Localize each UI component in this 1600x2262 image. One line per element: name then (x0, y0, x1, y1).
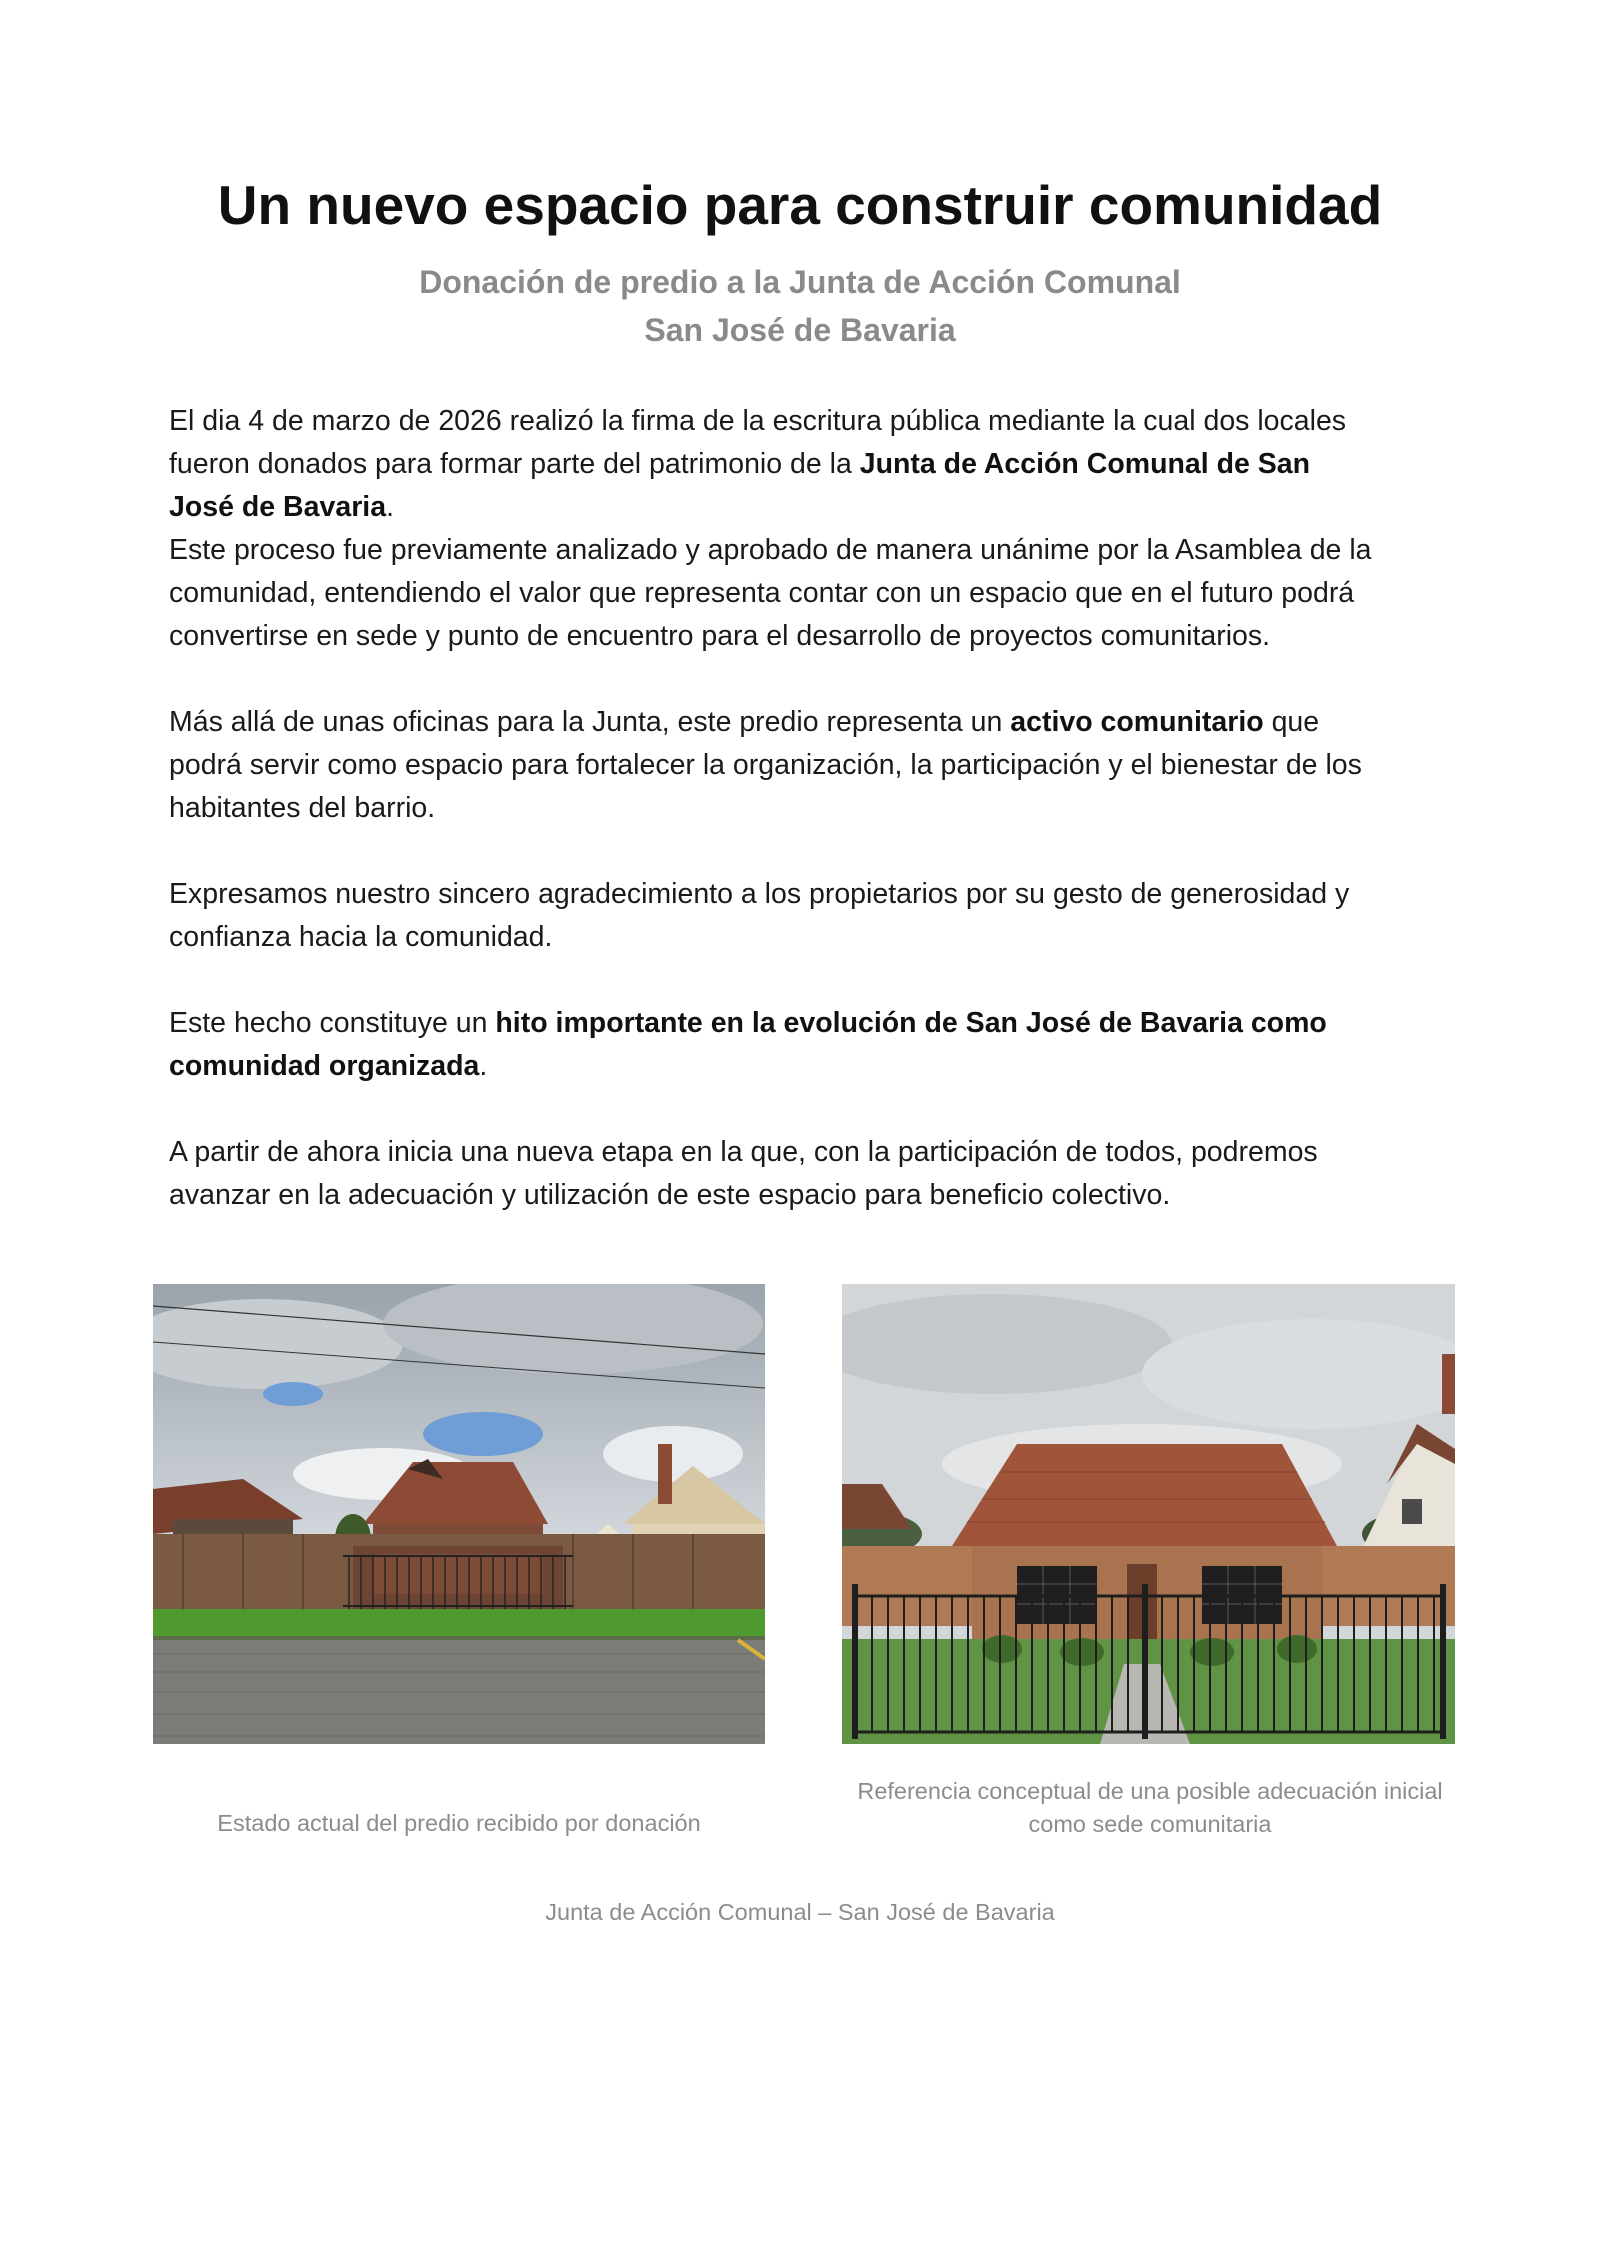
caption-right-line-2: como sede comunitaria (1028, 1811, 1272, 1837)
photo-conceptual-renovation-illustration (842, 1284, 1455, 1744)
subtitle-line-1: Donación de predio a la Junta de Acción Comunal (419, 264, 1181, 300)
paragraph-community-asset: Más allá de unas oficinas para la Junta, este predio representa un activo comunitario que podrá servir como espacio para fortalecer la organización, la participación y el bienestar de los habitantes del barrio. (169, 706, 1362, 824)
paragraph-new-stage: A partir de ahora inicia una nueva etapa en la que, con la participación de todos, podremos avanzar en la adecuación y utilización de este espacio para beneficio colectivo. (169, 1136, 1318, 1211)
document-subtitle (0, 258, 1600, 354)
paragraph-donation-signing: El dia 4 de marzo de 2026 realizó la firma de la escritura pública mediante la cual dos locales fueron donados para formar parte del patrimonio de la Junta de Acción Comunal de San José de Bavaria. (169, 405, 1347, 523)
caption-conceptual-renovation (820, 1775, 1480, 1841)
document-body (169, 400, 1439, 1217)
paragraph-gratitude: Expresamos nuestro sincero agradecimiento a los propietarios por su gesto de generosidad y confianza hacia la comunidad. (169, 878, 1350, 953)
subtitle-line-2: San José de Bavaria (644, 312, 956, 348)
photo-current-property-illustration (153, 1284, 765, 1744)
caption-right-line-1: Referencia conceptual de una posible adecuación inicial (857, 1778, 1443, 1804)
document-title: Un nuevo espacio para construir comunidad (217, 174, 1383, 236)
paragraph-milestone: Este hecho constituye un hito importante en la evolución de San José de Bavaria como comunidad organizada. (169, 1007, 1327, 1082)
document-footer: Junta de Acción Comunal – San José de Bavaria (545, 1899, 1055, 1925)
photo-current-property (153, 1284, 765, 1744)
paragraph-assembly-approval: Este proceso fue previamente analizado y aprobado de manera unánime por la Asamblea de la comunidad, entendiendo el valor que representa contar con un espacio que en el futuro podrá convertirse en sede y punto de encuentro para el desarrollo de proyectos comunitarios. (169, 534, 1372, 652)
caption-current-property: Estado actual del predio recibido por donación (217, 1810, 701, 1836)
photo-conceptual-renovation (842, 1284, 1455, 1744)
